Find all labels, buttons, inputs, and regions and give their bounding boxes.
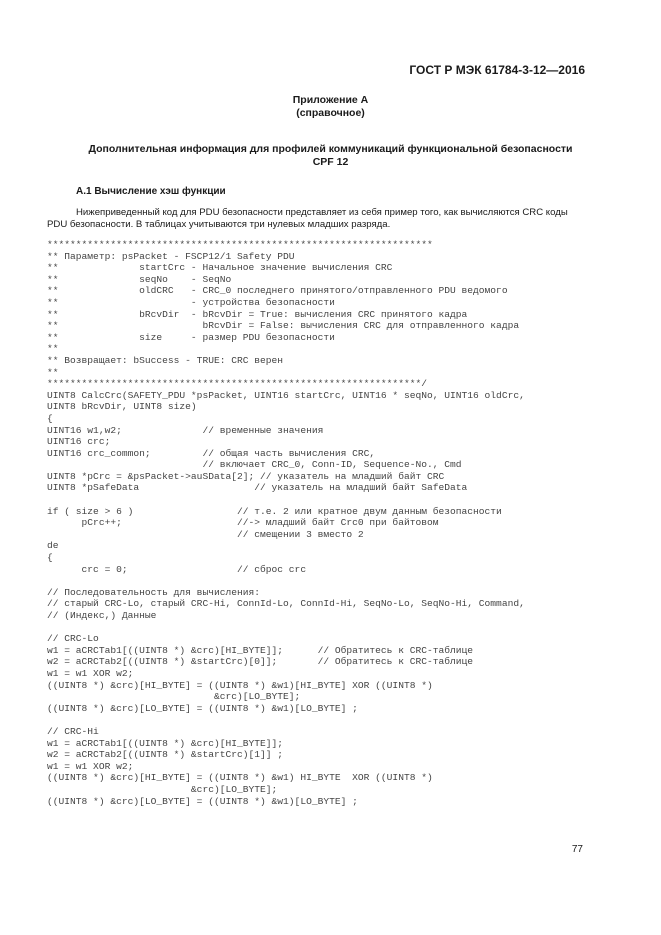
code-line: // Последовательность для вычисления:: [47, 586, 261, 598]
code-line: &crc)[LO_BYTE];: [47, 691, 301, 703]
code-line: de: [47, 540, 59, 552]
code-line: [47, 622, 525, 634]
code-listing: [47, 239, 525, 807]
code-line: // включает CRC_0, Conn-ID, Sequence-No., Cmd: [47, 459, 462, 471]
code-line: ** size - размер PDU безопасности: [47, 331, 335, 343]
code-line: // CRC-Lo: [47, 633, 99, 645]
code-line: ((UINT8 *) &crc)[LO_BYTE] = ((UINT8 *) &w1)[LO_BYTE] ;: [47, 795, 358, 807]
code-line: w2 = aCRCTab2[((UINT8 *) &startCrc)[0]]; // Обратитесь к CRC-таблице: [47, 656, 474, 668]
code-line: [47, 494, 525, 506]
page-number: 77: [571, 844, 583, 855]
section-title-line2: CPF 12: [312, 156, 349, 168]
code-line: [47, 714, 525, 726]
code-line: ((UINT8 *) &crc)[HI_BYTE] = ((UINT8 *) &w1) HI_BYTE XOR ((UINT8 *): [47, 772, 433, 784]
code-line: // CRC-Hi: [47, 725, 99, 737]
code-line: // (Индекс,) Данные: [47, 610, 157, 621]
code-line: *******************************************************************: [47, 239, 433, 250]
code-line: {: [47, 552, 53, 564]
code-line: [47, 575, 525, 587]
code-line: {: [47, 412, 53, 424]
code-line: ** seqNo - SeqNo: [47, 273, 232, 285]
code-line: w1 = aCRCTab1[((UINT8 *) &crc)[HI_BYTE]];: [47, 737, 284, 749]
code-line: *****************************************************************/: [47, 378, 427, 390]
code-line: ** Возвращает: bSuccess - TRUE: CRC верен: [47, 354, 284, 366]
code-line: **: [47, 366, 59, 378]
code-line: UINT8 *pCrc = &psPacket->auSData[2]; // указатель на младший байт CRC: [47, 470, 445, 482]
code-line: **: [47, 343, 59, 355]
section-title-line1: Дополнительная информация для профилей коммуникаций функциональной безопасности: [88, 143, 573, 155]
code-line: w2 = aCRCTab2[((UINT8 *) &startCrc)[1]] ;: [47, 749, 284, 761]
code-line: // старый CRC-Lo, старый CRC-Hi, ConnId-Lo, ConnId-Hi, SeqNo-Lo, SeqNo-Hi, Command,: [47, 598, 525, 610]
code-line: ((UINT8 *) &crc)[HI_BYTE] = ((UINT8 *) &w1)[HI_BYTE] XOR ((UINT8 *): [47, 679, 433, 691]
standard-header: ГОСТ Р МЭК 61784-3-12—2016: [409, 63, 585, 77]
code-line: ** startCrc - Начальное значение вычисления CRC: [47, 262, 393, 274]
code-line: UINT8 bRcvDir, UINT8 size): [47, 401, 197, 413]
code-line: &crc)[LO_BYTE];: [47, 783, 278, 795]
subsection-title: А.1 Вычисление хэш функции: [76, 186, 226, 197]
code-line: ((UINT8 *) &crc)[LO_BYTE] = ((UINT8 *) &w1)[LO_BYTE] ;: [47, 702, 358, 714]
code-line: UINT8 *pSafeData // указатель на младший байт SafeData: [47, 482, 468, 494]
code-line: ** bRcvDir - bRcvDir = True: вычисления CRC принятого кадра: [47, 308, 468, 320]
code-line: w1 = w1 XOR w2;: [47, 760, 134, 772]
code-line: crc = 0; // сброс crc: [47, 563, 307, 575]
appendix-title: Приложение А: [292, 94, 369, 106]
code-line: UINT16 w1,w2; // временные значения: [47, 424, 324, 436]
code-line: UINT16 crc;: [47, 436, 111, 448]
appendix-subtitle: (справочное): [296, 107, 365, 119]
code-line: // смещении 3 вместо 2: [47, 528, 364, 540]
paragraph-line2: PDU безопасности. В таблицах учитываются три нулевых младших разряда.: [47, 219, 391, 230]
code-line: w1 = aCRCTab1[((UINT8 *) &crc)[HI_BYTE]]; // Обратитесь к CRC-таблице: [47, 644, 474, 656]
code-line: UINT16 crc_common; // общая часть вычисления CRC,: [47, 447, 376, 459]
code-line: w1 = w1 XOR w2;: [47, 667, 134, 679]
code-line: ** bRcvDir = False: вычисления CRC для отправленного кадра: [47, 320, 520, 332]
code-line: if ( size > 6 ) // т.е. 2 или кратное двум данным безопасности: [47, 505, 502, 517]
code-line: ** oldCRC - CRC_0 последнего принятого/отправленного PDU ведомого: [47, 285, 508, 297]
code-line: ** - устройства безопасности: [47, 296, 335, 308]
code-line: ** Параметр: psPacket - FSCP12/1 Safety PDU: [47, 250, 295, 262]
code-line: pCrc++; //-> младший байт Crc0 при байтовом: [47, 517, 439, 529]
paragraph-line1: Нижеприведенный код для PDU безопасности представляет из себя пример того, как вычисляются CRC коды: [76, 207, 568, 218]
code-line: UINT8 CalcCrc(SAFETY_PDU *psPacket, UINT16 startCrc, UINT16 * seqNo, UINT16 oldCrc,: [47, 389, 525, 401]
